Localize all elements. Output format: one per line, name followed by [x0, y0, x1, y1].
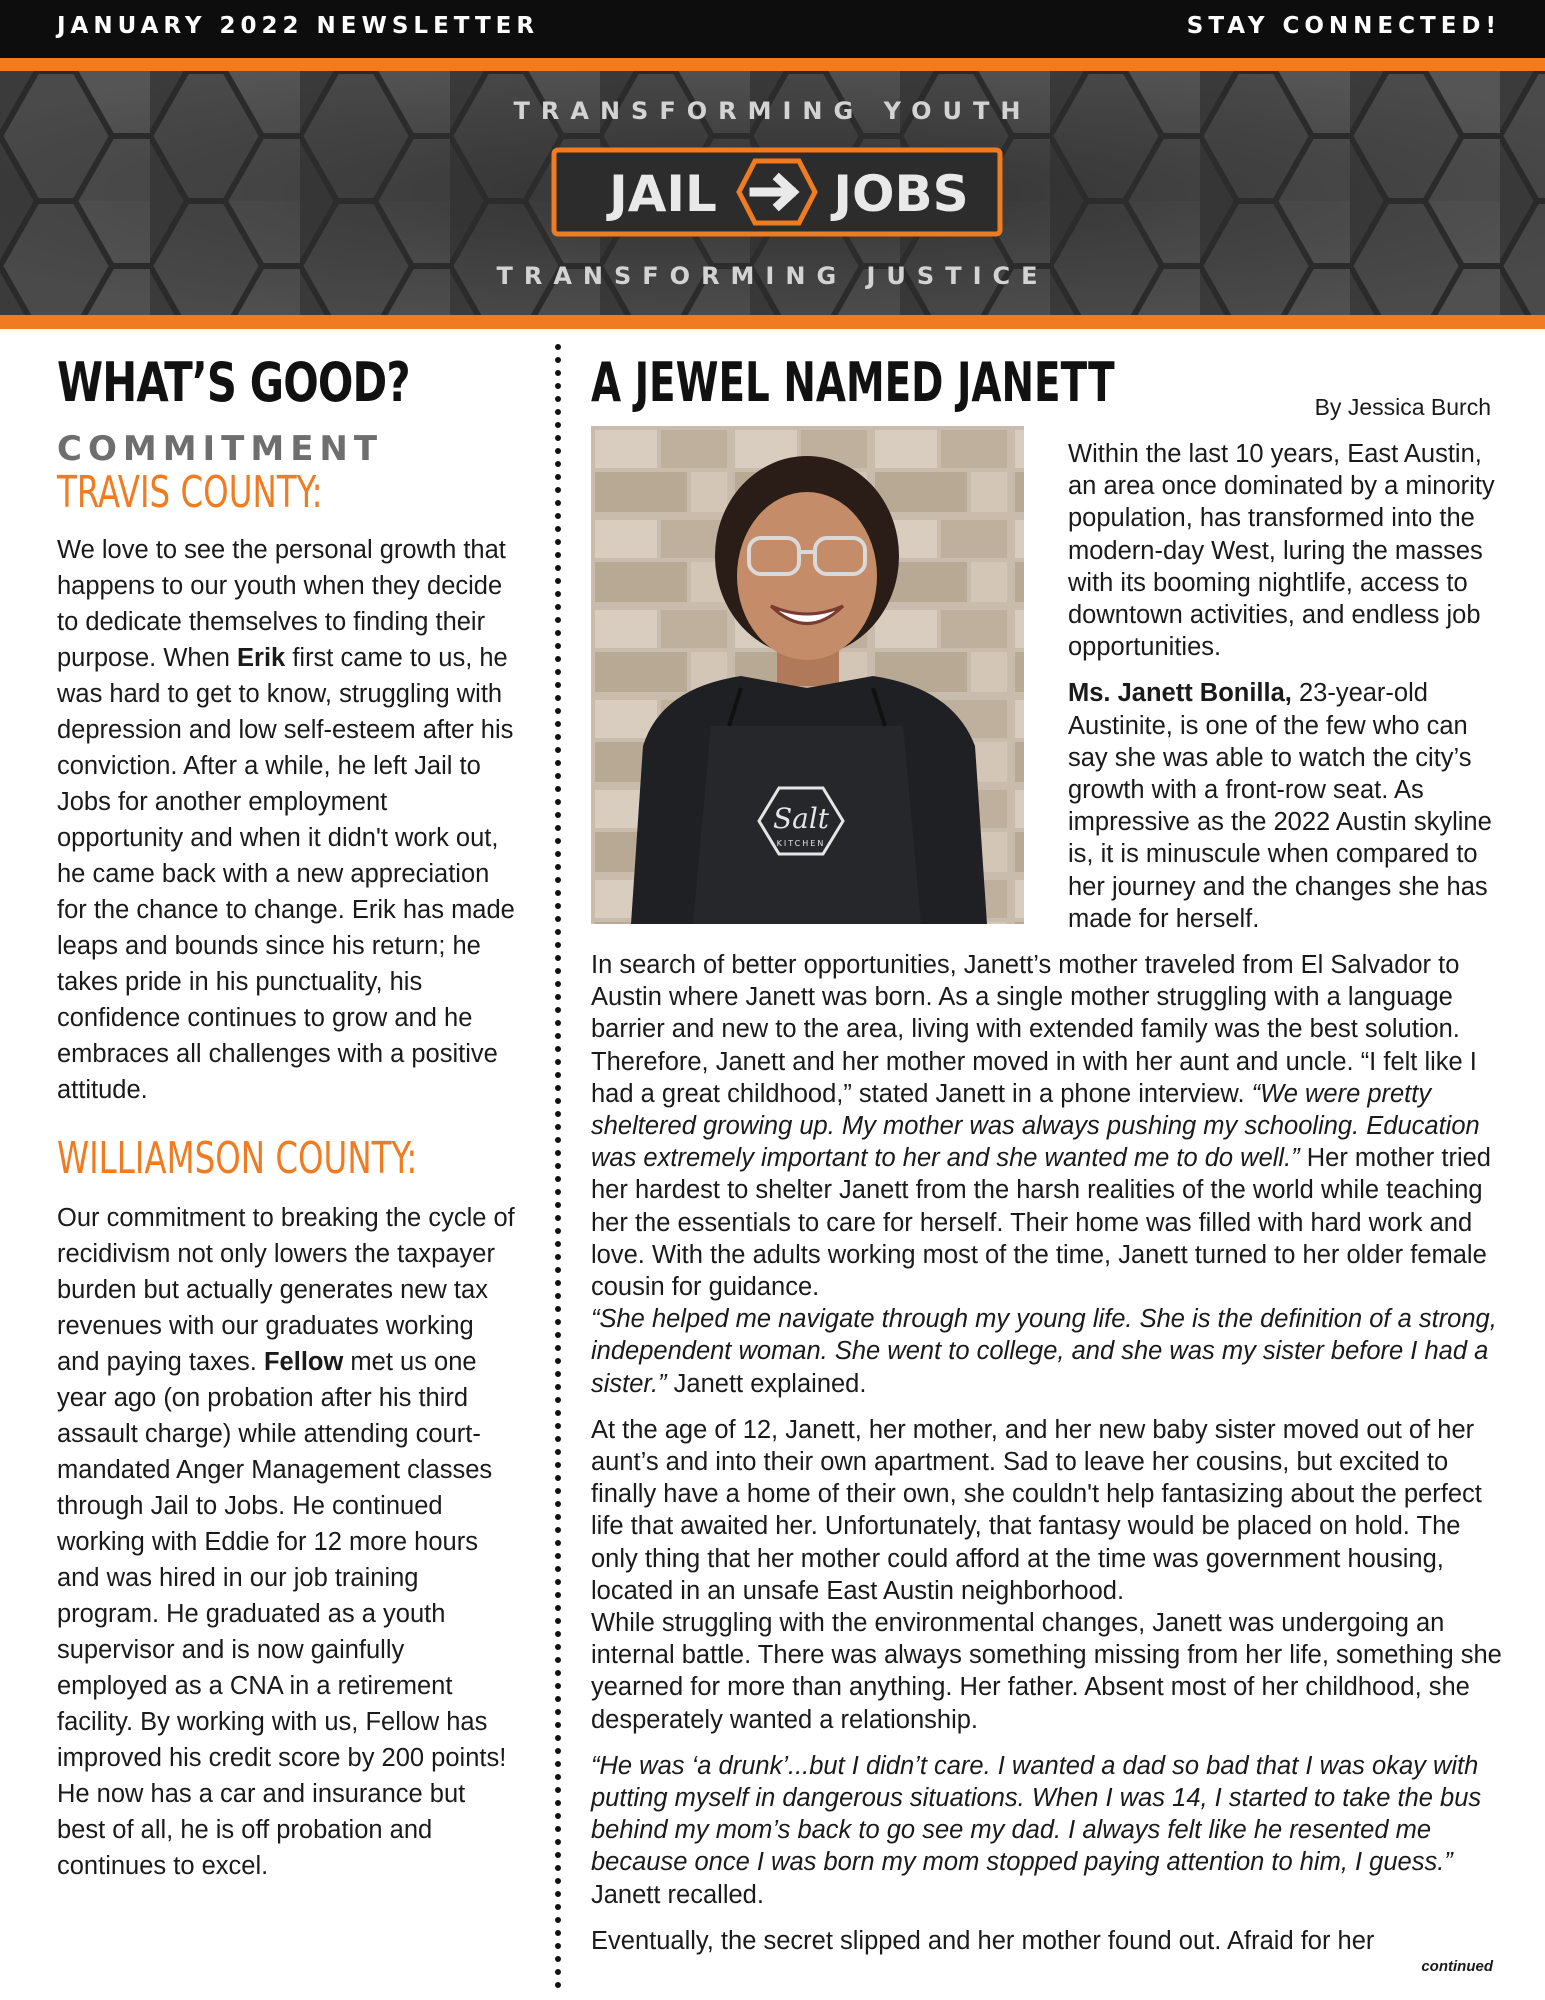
article-paragraph-4b: While struggling with the environmental changes, Janett was undergoing an internal battle. There was always something missing from her life, something she yearned for more than anything. Her father. Absent most of her childhood, she desperately wanted a relationship.: [591, 1609, 1502, 1734]
williamson-county-paragraph: Our commitment to breaking the cycle of recidivism not only lowers the taxpayer burden but actually generates new tax revenues with our graduates working and paying taxes. Fellow met us one year ago (on probation after his third assault charge) while attending court-mandated Anger Management classes through Jail to Jobs. He continued working with Eddie for 12 more hours and was hired in our job training program. He graduated as a youth supervisor and is now gainfully employed as a CNA in a retirement facility. By working with us, Fellow has improved his credit score by 200 points! He now has a car and insurance but best of all, he is off probation and continues to excel.: [57, 1204, 515, 1880]
erik-name: Erik: [237, 644, 286, 672]
tagline-top: TRANSFORMING YOUTH: [513, 97, 1032, 125]
janett-name: Ms. Janett Bonilla,: [1068, 679, 1292, 708]
article-paragraph-2: Ms. Janett Bonilla, 23-year-old Austinite, is one of the few who can say she was able to watch the city’s growth with a front-row seat. As impressive as the 2022 Austin skyline is, it is minuscule when compared to her journey and the changes she has made for herself.: [1068, 679, 1492, 933]
article-intro: [1068, 438, 1508, 949]
newsletter-issue: JANUARY 2022 NEWSLETTER: [57, 13, 540, 39]
apron-logo-subtext: KITCHEN: [776, 839, 826, 848]
whats-good-column: [57, 352, 517, 1884]
article-paragraph-4: At the age of 12, Janett, her mother, and her new baby sister moved out of her aunt’s and into their own apartment. Sad to leave her cousins, but excited to finally have a home of their own, she couldn't help fantasizing about the perfect life that awaited her. Unfortunately, that fantasy would be placed on hold. The only thing that her mother could afford at the time was government housing, located in an unsafe East Austin neighborhood.: [591, 1415, 1482, 1605]
commitment-kicker: COMMITMENT: [57, 429, 384, 469]
whats-good-heading: WHAT’S GOOD?: [57, 351, 410, 414]
travis-county-paragraph: We love to see the personal growth that happens to our youth when they decide to dedicate themselves to finding their purpose. When Erik first came to us, he was hard to get to know, struggling with depression and low self-esteem after his conviction. After a while, he left Jail to Jobs for another employment opportunity and when it didn't work out, he came back with a new appreciation for the chance to change. Erik has made leaps and bounds since his return; he takes pride in his punctuality, his confidence continues to grow and he embraces all challenges with a positive attitude.: [57, 536, 515, 1104]
orange-stripe-top: [0, 58, 1545, 71]
tagline-bottom: TRANSFORMING JUSTICE: [496, 262, 1049, 290]
article-column: [591, 351, 1503, 1955]
stay-connected-link[interactable]: STAY CONNECTED!: [1186, 13, 1501, 39]
fellow-name: Fellow: [263, 1348, 344, 1376]
article-paragraph-1: Within the last 10 years, East Austin, an area once dominated by a minority population, has transformed into the modern-day West, luring the masses with its booming nightlife, access to downtown activities, and endless job opportunities.: [1068, 440, 1495, 662]
article-paragraph-5: “He was ‘a drunk’...but I didn’t care. I wanted a dad so bad that I was okay with putting myself in dangerous situations. When I was 14, I started to take the bus behind my mom’s back to go see my dad. I always felt like he resented me because once I was born my mom stopped paying attention to him, I guess.” Janett recalled.: [591, 1751, 1482, 1909]
logo-jobs-text: JOBS: [833, 165, 969, 223]
article-title: A JEWEL NAMED JANETT: [591, 351, 1115, 414]
dotted-column-divider: [551, 344, 565, 1994]
article-body: [591, 949, 1511, 1971]
continued-note: continued: [1421, 1958, 1493, 1975]
logo-jail-text: JAIL: [609, 165, 717, 223]
article-paragraph-3: In search of better opportunities, Janett’s mother traveled from El Salvador to Austin where Janett was born. As a single mother struggling with a language barrier and new to the area, living with extended family was the best solution. Therefore, Janett and her mother moved in with her aunt and uncle. “I felt like I had a great childhood,” stated Janett in a phone interview. “We were pretty sheltered growing up. My mother was always pushing my schooling. Education was extremely important to her and she wanted me to do well.” Her mother tried her hardest to shelter Janett from the harsh realities of the world while teaching her the essentials to care for herself. Their home was filled with hard work and love. With the adults working most of the time, Janett turned to her older female cousin for guidance. “She helped me navigate through my young life. She is the definition of a strong, independent woman. She went to college, and she was my sister before I had a sister.” Janett explained.: [591, 951, 1497, 1398]
williamson-county-title: WILLIAMSON COUNTY:: [57, 1133, 418, 1184]
article-byline: By Jessica Burch: [1314, 394, 1491, 420]
jail-to-jobs-logo: [551, 147, 1003, 237]
orange-stripe-bottom: [0, 315, 1545, 329]
travis-county-title: TRAVIS COUNTY:: [57, 467, 323, 518]
janett-photo: [591, 426, 1024, 924]
top-bar: [0, 0, 1545, 58]
article-paragraph-6: Eventually, the secret slipped and her mother found out. Afraid for her: [591, 1926, 1375, 1955]
apron-logo-text: Salt: [772, 802, 830, 835]
